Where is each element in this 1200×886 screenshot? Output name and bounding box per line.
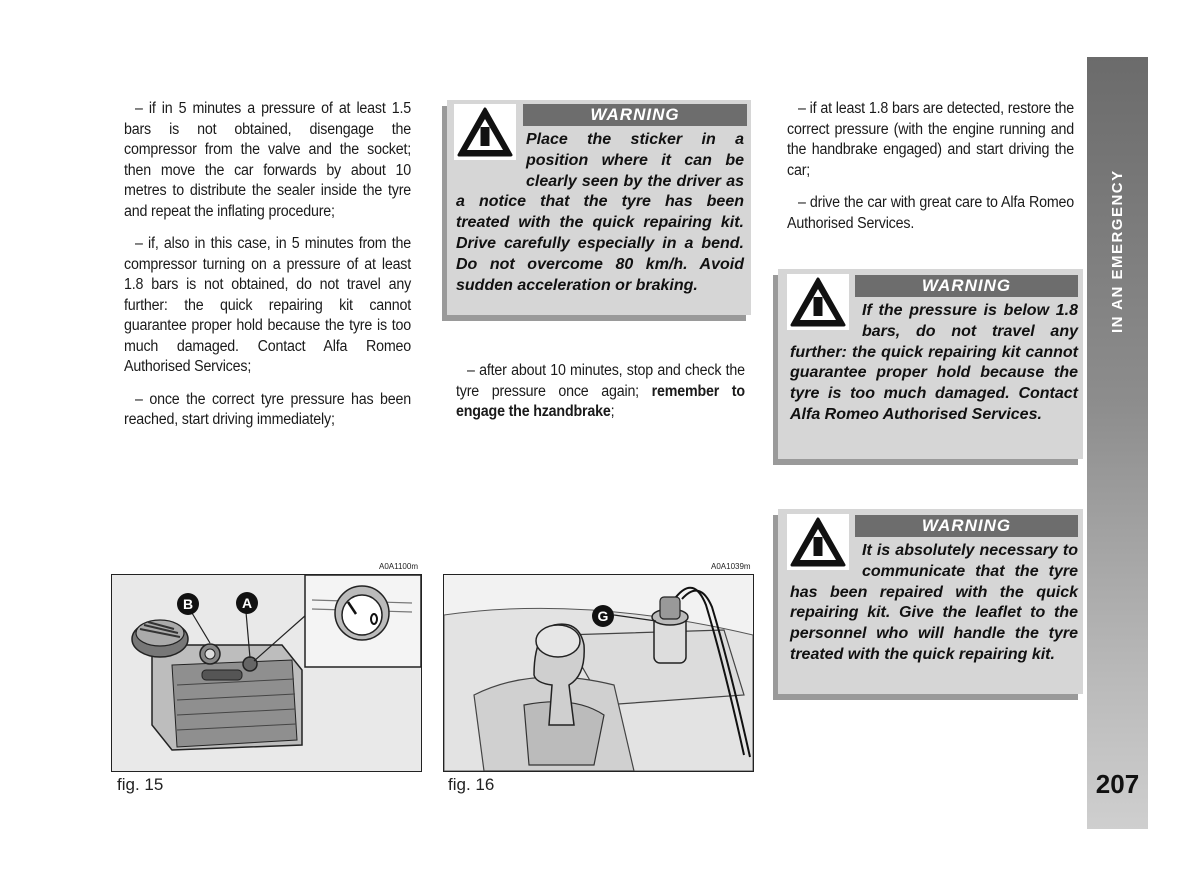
warning-title: WARNING [855,515,1078,537]
compressor-illustration [112,575,421,771]
figure-code: A0A1039m [711,562,751,571]
page-number: 207 [1095,769,1140,799]
paragraph: – drive the car with great care to Alfa Romeo Authorised Services. [787,194,1075,232]
warning-box [778,509,1083,694]
figure-15-image [111,574,422,772]
section-label-text: IN AN EMERGENCY [1109,169,1126,333]
warning-text: Place the sticker in a position where it can be clearly seen by the driver as a notice that the tyre has been treated with the quick repairing kit. Drive carefully especially in a bend. Do not overcome 80 km/h. Avoid sudden acceleration or braking. [456,131,744,294]
paragraph: – after about 10 minutes, stop and check the tyre pressure once again; remember to engage the hzandbrake; [456,362,745,420]
warning-box [447,100,751,315]
figure-label-b: B [177,593,199,615]
paragraph: – if at least 1.8 bars are detected, restore the correct pressure (with the engine running and the handbrake engaged) and start driving the car; [787,100,1075,179]
paragraph: – once the correct tyre pressure has been reached, start driving immediately; [124,390,412,428]
figure-code: A0A1100m [379,562,418,571]
paragraph: – if, also in this case, in 5 minutes from the compressor turning on a pressure of at least 1.8 bars is not obtained, do not travel any further: the quick repairing kit cannot guarantee proper hold because the tyre is too much damaged. Contact Alfa Romeo Authorised Services; [124,235,412,375]
section-sidebar [1087,57,1148,829]
warning-title: WARNING [855,275,1078,297]
right-column [787,99,1074,246]
section-label [1097,157,1133,337]
warning-text: If the pressure is below 1.8 bars, do not travel any further: the quick repairing kit cannot guarantee proper hold because the tyre is too much damaged. Contact Alfa Romeo Authorised Services. [790,302,1078,423]
figure-label-a: A [236,592,258,614]
figure-label-g: G [592,605,614,627]
figure-16-image [443,574,754,772]
figure-caption: fig. 15 [117,775,164,794]
warning-box [778,269,1083,459]
figure-caption: fig. 16 [448,775,495,794]
console-illustration [444,575,753,771]
warning-title: WARNING [523,104,747,126]
middle-column [456,361,745,435]
paragraph: – if in 5 minutes a pressure of at least 1.5 bars is not obtained, disengage the compressor from the valve and the socket; then move the car forwards by about 10 metres to distribute the sealer inside the tyre and repeat the inflating procedure; [124,100,412,220]
left-column [124,99,411,443]
warning-text: It is absolutely necessary to communicate that the tyre has been repaired with the quick repairing kit. Give the leaflet to the personnel who will handle the tyre treated with the quick repairing kit. [790,542,1078,663]
